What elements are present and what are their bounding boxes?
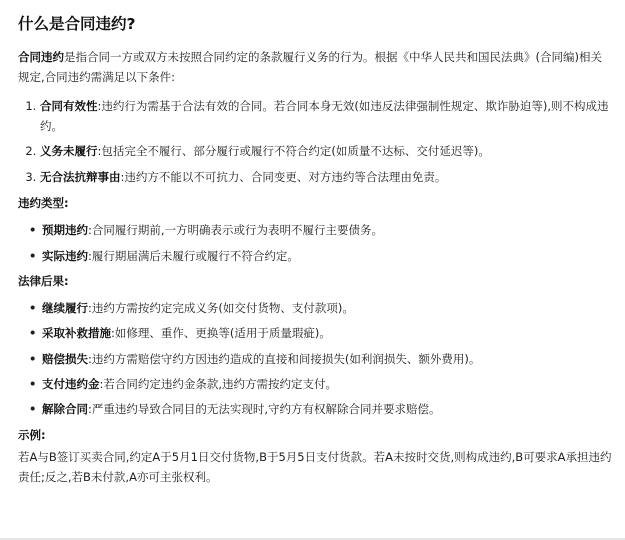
consequence-item (42, 400, 613, 418)
consequence-label: 赔偿损失 (42, 351, 88, 366)
condition-text: :违约行为需基于合法有效的合同。若合同本身无效(如违反法律强制性规定、欺诈胁迫等),则不构成违约。 (40, 99, 609, 133)
consequence-label: 继续履行 (42, 300, 88, 315)
consequence-text: :若合同约定违约金条款,违约方需按约定支付。 (99, 377, 338, 391)
condition-item (40, 142, 613, 162)
consequences-list (18, 299, 613, 419)
consequence-label: 解除合同 (42, 402, 88, 417)
consequence-label: 采取补救措施 (42, 326, 111, 341)
condition-item (40, 168, 613, 188)
intro-term: 合同违约 (18, 50, 64, 65)
type-text: :履行期届满后未履行或履行不符合约定。 (88, 248, 299, 263)
consequence-item (42, 299, 613, 317)
consequences-heading: 法律后果: (18, 274, 69, 289)
type-text: :合同履行期前,一方明确表示或行为表明不履行主要债务。 (88, 223, 384, 238)
consequence-item (42, 350, 613, 368)
type-label: 实际违约 (42, 248, 88, 263)
consequence-item (42, 375, 613, 393)
condition-label: 无合法抗辩事由 (40, 169, 121, 184)
consequence-item (42, 324, 613, 342)
consequence-text: :违约方需按约定完成义务(如交付货物、支付款项)。 (88, 300, 354, 315)
example-heading: 示例: (18, 427, 46, 442)
consequence-text: :如修理、重作、更换等(适用于质量瑕疵)。 (111, 326, 331, 341)
condition-label: 合同有效性 (40, 99, 98, 114)
type-label: 预期违约 (42, 223, 88, 238)
consequence-text: :严重违约导致合同目的无法实现时,守约方有权解除合同并要求赔偿。 (88, 402, 441, 417)
example-text: 若A与B签订买卖合同,约定A于5月1日交付货物,B于5月5日支付货款。若A未按时交货,则构成违约,B可要求A承担违约责任;反之,若B未付款,A亦可主张权利。 (18, 449, 612, 484)
condition-text: :包括完全不履行、部分履行或履行不符合约定(如质量不达标、交付延迟等)。 (97, 144, 490, 159)
consequence-text: :违约方需赔偿守约方因违约造成的直接和间接损失(如利润损失、额外费用)。 (88, 351, 481, 366)
consequence-label: 支付违约金 (42, 377, 100, 391)
types-list (18, 221, 613, 265)
types-heading: 违约类型: (18, 196, 69, 211)
conditions-list (18, 97, 613, 187)
condition-item (40, 97, 613, 136)
intro-paragraph (18, 48, 613, 87)
condition-label: 义务未履行 (40, 144, 98, 159)
type-item (42, 247, 613, 265)
document-body (18, 14, 613, 487)
type-item (42, 221, 613, 239)
condition-text: :违约方不能以不可抗力、合同变更、对方违约等合法理由免责。 (120, 169, 447, 184)
intro-text: 是指合同一方或双方未按照合同约定的条款履行义务的行为。根据《中华人民共和国民法典》(合同编)相关规定,合同违约需满足以下条件: (18, 50, 602, 84)
page-title: 什么是合同违约? (18, 15, 136, 33)
